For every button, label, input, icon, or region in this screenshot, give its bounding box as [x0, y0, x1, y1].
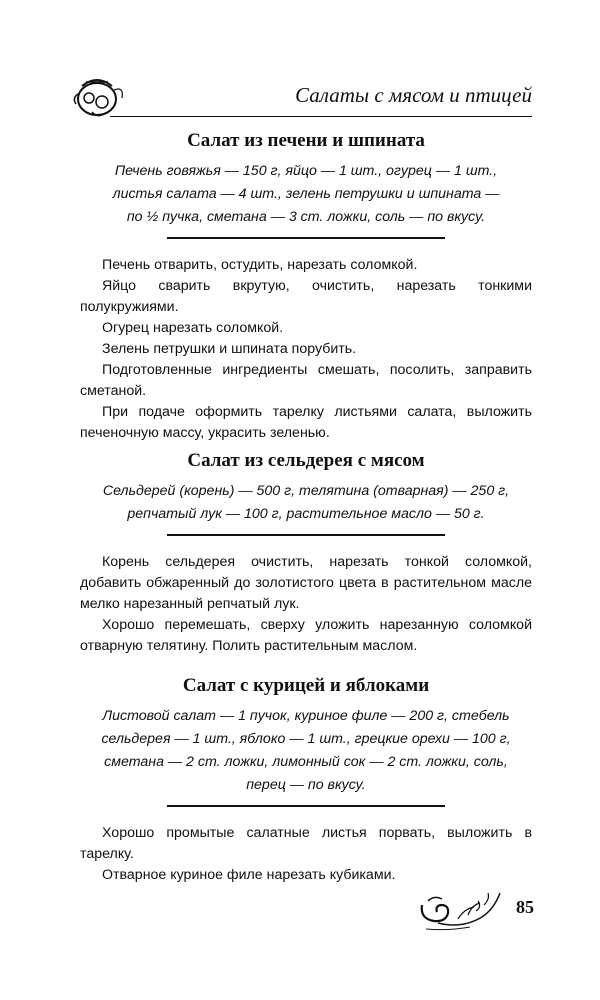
section-divider [167, 534, 445, 536]
ingredient-line: Сельдерей (корень) — 500 г, телятина (отварная) — 250 г, [102, 483, 510, 499]
preparation-steps [80, 552, 532, 657]
recipe-title: Салат из печени и шпината [187, 130, 425, 151]
page-number: 85 [516, 897, 534, 917]
ingredient-line: Листовой салат — 1 пучок, куриное филе — 200 г, стебель [102, 708, 510, 724]
ingredient-line: перец — по вкусу. [246, 777, 366, 793]
preparation-steps [80, 823, 532, 886]
header-divider [110, 116, 532, 117]
step-paragraph: Корень сельдерея очистить, нарезать тонкой соломкой, добавить обжаренный до золотистого цвета в растительном масле мелко нарезанный репчатый лук. [80, 554, 532, 612]
step-paragraph: Хорошо промытые салатные листья порвать, выложить в тарелку. [80, 825, 532, 862]
section-divider [167, 237, 445, 239]
ingredient-line: сметана — 2 ст. ложки, лимонный сок — 2 ст. ложки, соль, [104, 754, 508, 770]
recipe-celery-meat [80, 450, 532, 657]
section-divider [167, 805, 445, 807]
step-paragraph: Яйцо сварить вкрутую, очистить, нарезать тонкими полукружиями. [80, 278, 532, 315]
ingredients-list [80, 160, 532, 229]
recipe-chicken-apples [80, 675, 532, 886]
floral-flourish-icon [418, 885, 502, 933]
preparation-steps [80, 255, 532, 444]
ingredient-line: листья салата — 4 шт., зелень петрушки и шпината — [112, 186, 500, 202]
running-header-title: Салаты с мясом и птицей [295, 83, 532, 107]
step-paragraph: Печень отварить, остудить, нарезать соломкой. [102, 257, 418, 273]
page-header [70, 68, 532, 124]
ingredients-list [80, 705, 532, 797]
ingredients-list [80, 480, 532, 526]
step-paragraph: Подготовленные ингредиенты смешать, посолить, заправить сметаной. [80, 362, 532, 399]
ingredient-line: Печень говяжья — 150 г, яйцо — 1 шт., огурец — 1 шт., [114, 163, 498, 179]
recipe-liver-spinach [80, 130, 532, 444]
step-paragraph: При подаче оформить тарелку листьями салата, выложить печеночную массу, украсить зеленью. [80, 404, 532, 441]
step-paragraph: Отварное куриное филе нарезать кубиками. [102, 867, 396, 883]
recipe-title: Салат из сельдерея с мясом [187, 450, 425, 471]
ingredient-line: по ½ пучка, сметана — 3 ст. ложки, соль — по вкусу. [126, 209, 486, 225]
step-paragraph: Хорошо перемешать, сверху уложить нарезанную соломкой отварную телятину. Полить растительным маслом. [80, 617, 532, 654]
recipe-title: Салат с курицей и яблоками [182, 675, 430, 696]
step-paragraph: Огурец нарезать соломкой. [102, 320, 284, 336]
ingredient-line: репчатый лук — 100 г, растительное масло — 50 г. [127, 506, 485, 522]
ingredient-line: сельдерея — 1 шт., яблоко — 1 шт., грецкие орехи — 100 г, [101, 731, 511, 747]
page-footer [418, 885, 538, 937]
step-paragraph: Зелень петрушки и шпината порубить. [102, 341, 357, 357]
